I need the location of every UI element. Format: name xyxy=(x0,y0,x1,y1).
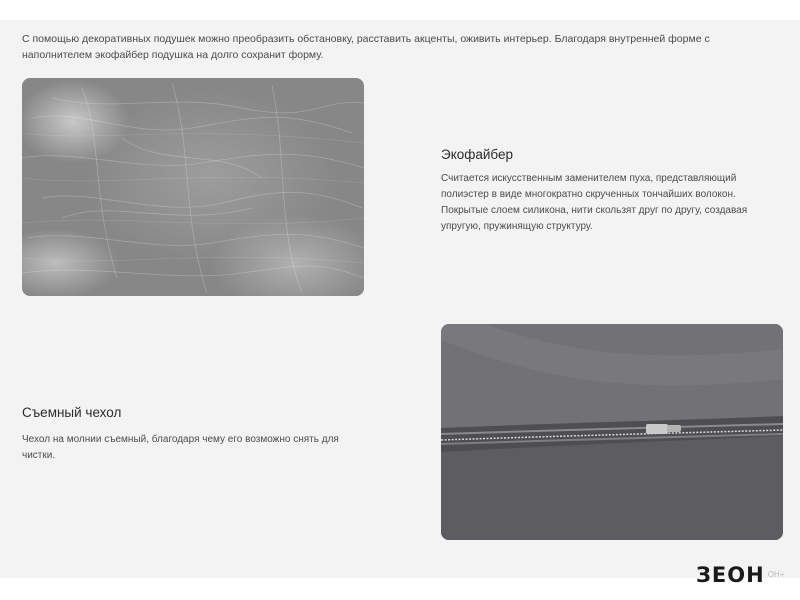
cover-title: Съемный чехол xyxy=(22,405,122,420)
brand-logo-text: ЗЕОН xyxy=(696,563,765,587)
ecofiber-title: Экофайбер xyxy=(441,147,514,162)
ecofiber-photo xyxy=(22,78,364,296)
ecofiber-description: Считается искусственным заменителем пуха, представляющий полиэстер в виде многократно скрученных тончайших волокон. Покрытые слоем силикона, нити скользят друг по другу, создавая упругую, пружинящую структуру. xyxy=(441,173,748,232)
intro-text: С помощью декоративных подушек можно преобразить обстановку, расставить акценты, оживить интерьер. Благодаря внутренней форме с наполнителем экофайбер подушка на долго сохранит форму. xyxy=(22,33,710,61)
cover-description: Чехол на молнии съемный, благодаря чему его возможно снять для чистки. xyxy=(22,434,339,461)
brand-logo xyxy=(696,563,796,587)
fiber-texture xyxy=(22,78,364,296)
zipper-cover-photo xyxy=(441,324,783,540)
zipper-illustration xyxy=(441,324,783,540)
brand-logo-suffix: ОН+ xyxy=(767,570,785,579)
